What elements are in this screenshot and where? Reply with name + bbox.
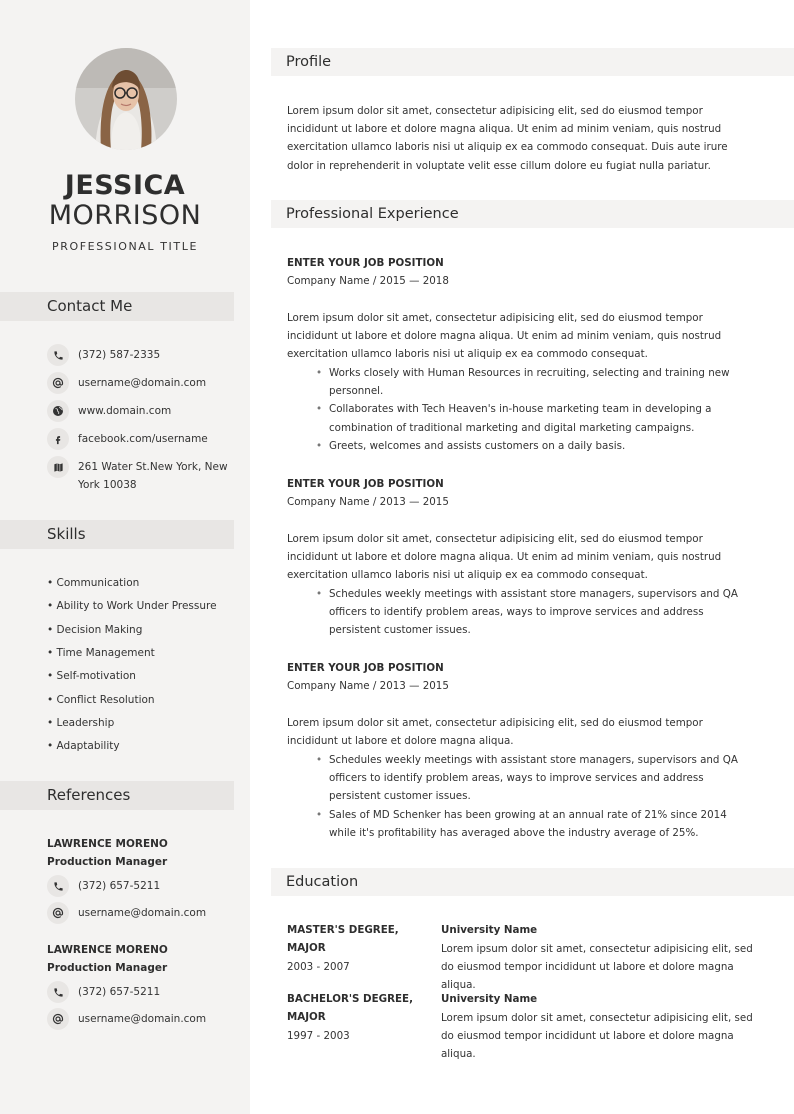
job-bullet: • Collaborates with Tech Heaven's in-house marketing team in developing a combination of traditional marketing and digital marketing campaigns. [316,400,756,436]
avatar-photo [75,48,177,150]
globe-icon [47,400,69,422]
education-university: University Name [441,924,538,936]
at-icon [47,372,69,394]
skills-heading: Skills [0,520,234,549]
job-description: Lorem ipsum dolor sit amet, consectetur adipisicing elit, sed do eiusmod tempor incididunt ut labore et dolore magna aliqua. [287,717,703,748]
reference-email-text[interactable]: username@domain.com [78,1013,207,1025]
education-university: University Name [441,993,538,1005]
skill-item: • Adaptability [47,740,120,752]
reference-name: LAWRENCE MORENO [47,838,168,850]
map-icon [47,456,69,478]
job-description: Lorem ipsum dolor sit amet, consectetur adipisicing elit, sed do eiusmod tempor incididunt ut labore et dolore magna aliqua. Ut enim ad minim veniam, quis nostrud exercitation ullamco laboris nisi ut aliquip ex ea commodo consequat. [287,312,722,361]
reference-phone-text: (372) 657-5211 [78,986,161,998]
reference-role: Production Manager [47,856,168,868]
job-company: Company Name / 2013 — 2015 [287,680,449,692]
education-years: 1997 - 2003 [287,1030,350,1042]
avatar [75,48,177,150]
job-company: Company Name / 2015 — 2018 [287,275,449,287]
skill-item: • Time Management [47,647,155,659]
reference-role: Production Manager [47,962,168,974]
contact-heading: Contact Me [0,292,234,321]
contact-address-text: 261 Water St.New York, New York 10038 [78,461,228,491]
skill-item: • Ability to Work Under Pressure [47,600,217,612]
references-heading: References [0,781,234,810]
contact-phone-text: (372) 587-2335 [78,349,161,361]
skill-item: • Decision Making [47,624,143,636]
at-icon [47,1008,69,1030]
job-bullet: • Schedules weekly meetings with assistant store managers, supervisors and QA officers to identify problem areas, ways to improve services and address persistent customer issues. [316,585,756,640]
profile-text: Lorem ipsum dolor sit amet, consectetur adipisicing elit, sed do eiusmod tempor incididunt ut labore et dolore magna aliqua. Ut enim ad minim veniam, quis nostrud exercitation ullamco laboris nisi ut aliquip ex ea commodo consequat. Duis aute irure dolor in reprehenderit in voluptate velit esse cillum dolore eu fugiat nulla pariatur. [287,105,728,172]
sidebar [0,0,250,1114]
job-bullets [316,751,756,842]
skill-item: • Communication [47,577,140,589]
phone-icon [47,875,69,897]
education-degree: BACHELOR'S DEGREE, MAJOR [287,993,413,1024]
job-position: ENTER YOUR JOB POSITION [287,478,444,490]
at-icon [47,902,69,924]
job-position: ENTER YOUR JOB POSITION [287,662,444,674]
job-bullet: • Sales of MD Schenker has been growing at an annual rate of 21% since 2014 while it's profitability has averaged above the industry average of 25%. [316,806,756,842]
job-bullet: • Schedules weekly meetings with assistant store managers, supervisors and QA officers to identify problem areas, ways to improve services and address persistent customer issues. [316,751,756,806]
profile-heading: Profile [271,48,794,76]
contact-facebook-text[interactable]: facebook.com/username [78,433,208,445]
contact-website-text[interactable]: www.domain.com [78,405,172,417]
education-degree: MASTER'S DEGREE, MAJOR [287,924,399,955]
education-heading: Education [271,868,794,896]
education-years: 2003 - 2007 [287,961,350,973]
last-name: MORRISON [48,200,202,231]
professional-title: PROFESSIONAL TITLE [51,240,199,253]
reference-email-text[interactable]: username@domain.com [78,907,207,919]
contact-email-text[interactable]: username@domain.com [78,377,207,389]
job-bullets [316,364,756,455]
job-company: Company Name / 2013 — 2015 [287,496,449,508]
skill-item: • Self-motivation [47,670,136,682]
facebook-icon [47,428,69,450]
experience-heading: Professional Experience [271,200,794,228]
job-position: ENTER YOUR JOB POSITION [287,257,444,269]
job-description: Lorem ipsum dolor sit amet, consectetur adipisicing elit, sed do eiusmod tempor incididunt ut labore et dolore magna aliqua. Ut enim ad minim veniam, quis nostrud exercitation ullamco laboris nisi ut aliquip ex ea commodo consequat. [287,533,722,582]
skill-item: • Leadership [47,717,115,729]
education-description: Lorem ipsum dolor sit amet, consectetur adipisicing elit, sed do eiusmod tempor incididunt ut labore et dolore magna aliqua. [441,943,753,992]
job-bullet: • Greets, welcomes and assists customers on a daily basis. [316,437,756,455]
job-bullet: • Works closely with Human Resources in recruiting, selecting and training new personnel. [316,364,756,400]
reference-name: LAWRENCE MORENO [47,944,168,956]
education-description: Lorem ipsum dolor sit amet, consectetur adipisicing elit, sed do eiusmod tempor incididunt ut labore et dolore magna aliqua. [441,1012,753,1061]
main-content [250,0,794,1114]
first-name: JESSICA [64,170,186,201]
job-bullets [316,585,756,640]
phone-icon [47,981,69,1003]
skill-item: • Conflict Resolution [47,694,155,706]
phone-icon [47,344,69,366]
reference-phone-text: (372) 657-5211 [78,880,161,892]
